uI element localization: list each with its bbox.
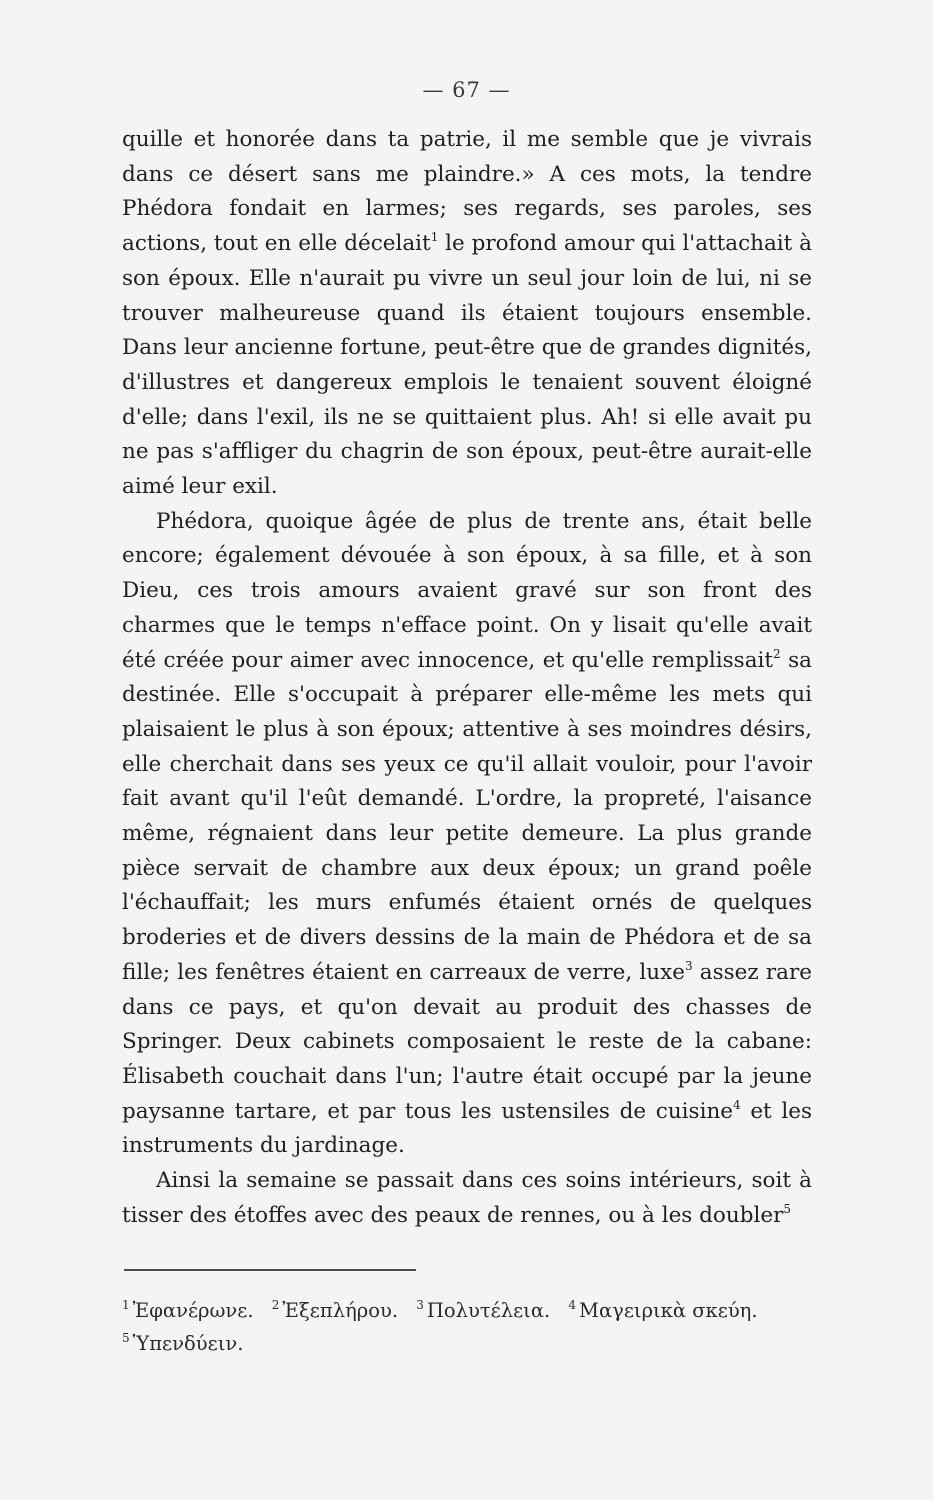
footnote-4-text: Μαγειρικὰ σκεύη. — [579, 1299, 758, 1322]
footnote-3-text: Πολυτέλεια. — [426, 1299, 551, 1322]
paragraph-2-text-d: et les instruments du jardinage. — [122, 1098, 812, 1159]
footnote-5 — [122, 1332, 243, 1355]
main-text — [122, 123, 812, 1234]
footnote-divider — [124, 1269, 416, 1271]
footnote-3-number: 3 — [416, 1298, 424, 1312]
paragraph-1-text-b: le profond amour qui l'attachait à son époux. Elle n'aurait pu vivre un seul jour loin de lui, ni se trouver malheureuse quand ils étaient toujours ensemble. Dans leur ancienne fortune, peut-être que de grandes dignités, d'illustres et dangereux emplois le tenaient souvent éloigné d'elle; dans l'exil, ils ne se quittaient plus. Ah! si elle avait pu ne pas s'affliger du chagrin de son époux, peut-être aurait-elle aimé leur exil. — [122, 231, 812, 500]
footnote-ref-3: 3 — [684, 958, 693, 973]
footnote-2-number: 2 — [271, 1298, 280, 1312]
paragraph-3 — [122, 1164, 812, 1233]
footnote-line-2 — [122, 1327, 822, 1360]
paragraph-3-text-a: Ainsi la semaine se passait dans ces soins intérieurs, soit à tisser des étoffes avec des peaux de rennes, ou à les doubler — [122, 1168, 812, 1228]
paragraph-2-text-a: Phédora, quoique âgée de plus de trente ans, était belle encore; également dévouée à son époux, à sa fille, et à son Dieu, ces trois amours avaient gravé sur son front des charmes que le temps n'efface point. On y lisait qu'elle avait été créée pour aimer avec innocence, et qu'elle remplissait — [122, 508, 812, 673]
footnote-3 — [416, 1299, 550, 1322]
page-number: — 67 — — [422, 78, 511, 102]
footnote-ref-4: 4 — [733, 1097, 741, 1112]
footnote-5-text: Ὑπενδύειν. — [132, 1332, 244, 1355]
footnote-ref-5: 5 — [783, 1201, 791, 1216]
footnotes — [122, 1294, 822, 1360]
paragraph-2-text-c: assez rare dans ce pays, et qu'on devait au produit des chasses de Springer. Deux cabinets composaient le reste de la cabane: Élisabeth couchait dans l'un; l'autre était occupé par la jeune paysanne tartare, et par tous les ustensiles de cuisine — [122, 959, 813, 1124]
paragraph-1 — [122, 123, 812, 505]
footnote-2-text: Ἐξεπλήρου. — [282, 1299, 399, 1322]
footnote-ref-2: 2 — [773, 646, 781, 661]
footnote-1 — [122, 1299, 254, 1322]
paragraph-2 — [122, 505, 812, 1164]
footnote-1-text: Ἐφανέρωνε. — [132, 1299, 254, 1322]
footnote-1-number: 1 — [122, 1298, 130, 1312]
footnote-5-number: 5 — [122, 1331, 130, 1345]
footnote-4 — [568, 1299, 757, 1322]
footnote-line-1 — [122, 1294, 822, 1327]
footnote-ref-1: 1 — [430, 230, 439, 245]
paragraph-1-text-a: quille et honorée dans ta patrie, il me semble que je vivrais dans ce désert sans me plaindre.» A ces mots, la tendre Phédora fondait en larmes; ses regards, ses paroles, ses actions, tout en elle décelait — [122, 127, 812, 257]
footnote-2 — [272, 1299, 398, 1322]
paragraph-2-text-b: sa destinée. Elle s'occupait à préparer elle-même les mets qui plaisaient le plus à son époux; attentive à ses moindres désirs, elle cherchait dans ses yeux ce qu'il allait vouloir, pour l'avoir fait avant qu'il l'eût demandé. L'ordre, la propreté, l'aisance même, régnaient dans leur petite demeure. La plus grande pièce servait de chambre aux deux époux; un grand poêle l'échauffait; les murs enfumés étaient ornés de quelques broderies et de divers dessins de la main de Phédora et de sa fille; les fenêtres étaient en carreaux de verre, luxe — [122, 647, 813, 985]
footnote-4-number: 4 — [568, 1298, 577, 1312]
